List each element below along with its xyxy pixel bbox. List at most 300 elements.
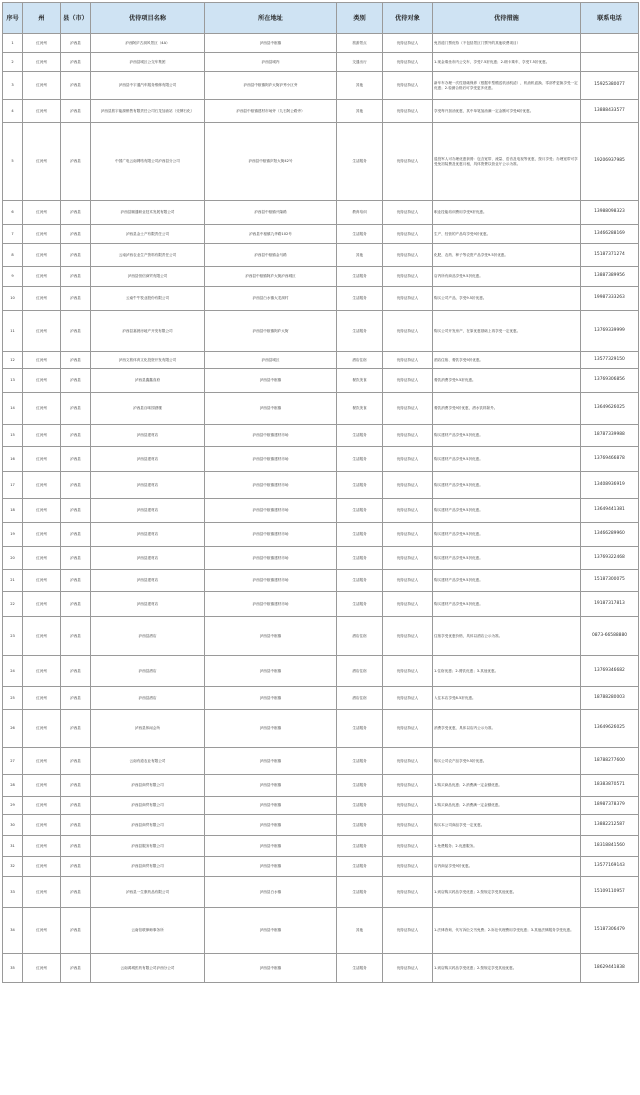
cell-county: 泸西县 <box>61 393 91 425</box>
cell-category: 酒店住宿 <box>337 352 383 369</box>
cell-phone: 13988098323 <box>581 201 639 225</box>
cell-category: 生活服务 <box>337 447 383 472</box>
cell-county: 泸西县 <box>61 908 91 954</box>
cell-measure: 退役军人可办理优惠套餐：包含宽带、流量、语音及电视等优惠，按月享受；办理宽带可享受免初装费及优惠月租，具体资费以营业厅公示为准。 <box>433 123 581 201</box>
cell-target: 优待证持证人 <box>383 100 433 123</box>
cell-county: 泸西县 <box>61 857 91 877</box>
cell-county: 泸西县 <box>61 523 91 547</box>
cell-county: 泸西县 <box>61 877 91 908</box>
cell-target: 优待证持证人 <box>383 287 433 311</box>
cell-phone: 13577169143 <box>581 857 639 877</box>
cell-address: 泸西县中枢镇 <box>205 393 337 425</box>
cell-target: 优待证持证人 <box>383 267 433 287</box>
cell-target: 优待证持证人 <box>383 570 433 592</box>
cell-measure: 购买建材产品享受9.5折优惠。 <box>433 570 581 592</box>
cell-county: 泸西县 <box>61 72 91 100</box>
cell-measure: 入住本店享受8.5折优惠。 <box>433 687 581 710</box>
table-row <box>3 425 639 447</box>
table-row <box>3 369 639 393</box>
cell-address: 泸西县中枢镇九华路102号 <box>205 225 337 244</box>
cell-address: 泸西县城内 <box>205 53 337 72</box>
cell-project-name: 泸西县建材店 <box>91 499 205 523</box>
cell-county: 泸西县 <box>61 710 91 748</box>
cell-phone: 0873-66588880 <box>581 617 639 656</box>
cell-no: 14 <box>3 393 23 425</box>
cell-measure: 职业技能培训费用享受9折优惠。 <box>433 201 581 225</box>
cell-target: 优待证持证人 <box>383 954 433 983</box>
cell-address: 泸西县中枢镇建材市场 <box>205 592 337 617</box>
cell-measure: 1.购买商品优惠；2.消费满一定金额优惠。 <box>433 797 581 815</box>
cell-no: 32 <box>3 857 23 877</box>
cell-target: 优待证持证人 <box>383 447 433 472</box>
cell-no: 5 <box>3 123 23 201</box>
cell-measure: 店内所有商品享受9.5折优惠。 <box>433 267 581 287</box>
cell-measure: 享受每升加油优惠，其中单笔加油满一定金额可享受6折优惠。 <box>433 100 581 123</box>
cell-phone: 15109110957 <box>581 877 639 908</box>
cell-measure: 住宿享受优惠价格，具体以酒店公示为准。 <box>433 617 581 656</box>
cell-address: 泸西县中枢镇 <box>205 954 337 983</box>
cell-project-name: 云南牛牛牧业股份有限公司 <box>91 287 205 311</box>
cell-category: 其他 <box>337 244 383 267</box>
cell-measure: 购买建材产品享受9.5折优惠。 <box>433 447 581 472</box>
cell-target: 优待证持证人 <box>383 656 433 687</box>
cell-project-name: 泸西县建材店 <box>91 592 205 617</box>
cell-no: 23 <box>3 617 23 656</box>
cell-no: 30 <box>3 815 23 836</box>
cell-phone: 13649626025 <box>581 393 639 425</box>
cell-address: 泸西县中枢镇建材市场 <box>205 472 337 499</box>
cell-prefecture: 红河州 <box>23 53 61 72</box>
col-header-address: 所在地址 <box>205 3 337 34</box>
cell-target: 优待证持证人 <box>383 34 433 53</box>
table-row <box>3 592 639 617</box>
cell-prefecture: 红河州 <box>23 547 61 570</box>
cell-target: 优待证持证人 <box>383 53 433 72</box>
cell-phone: 15187371274 <box>581 244 639 267</box>
cell-county: 泸西县 <box>61 225 91 244</box>
cell-prefecture: 红河州 <box>23 425 61 447</box>
cell-no: 28 <box>3 775 23 797</box>
cell-county: 泸西县 <box>61 34 91 53</box>
cell-county: 泸西县 <box>61 748 91 775</box>
cell-project-name: 泸西县鑫鑫食府 <box>91 369 205 393</box>
cell-phone: 18629441838 <box>581 954 639 983</box>
cell-no: 13 <box>3 369 23 393</box>
cell-measure: 购买建材产品享受9.5折优惠。 <box>433 425 581 447</box>
cell-prefecture: 红河州 <box>23 523 61 547</box>
table-row <box>3 836 639 857</box>
table-row <box>3 499 639 523</box>
cell-address: 泸西县中枢镇兴隆路 <box>205 201 337 225</box>
cell-address: 泸西县城区 <box>205 352 337 369</box>
table-row <box>3 123 639 201</box>
table-row <box>3 100 639 123</box>
cell-address: 泸西县中枢镇建材市场旁（九石阿公路旁） <box>205 100 337 123</box>
table-row <box>3 34 639 53</box>
cell-category: 生活服务 <box>337 123 383 201</box>
table-row <box>3 748 639 775</box>
cell-target: 优待证持证人 <box>383 877 433 908</box>
cell-address: 泸西县中枢镇 <box>205 369 337 393</box>
cell-phone: 19187317813 <box>581 592 639 617</box>
cell-project-name: 泸西县金土产有限责任公司 <box>91 225 205 244</box>
cell-target: 优待证持证人 <box>383 352 433 369</box>
cell-measure: 免首道门票优待（不包括景区门票外的其他收费项目） <box>433 34 581 53</box>
cell-phone: 13577329150 <box>581 352 639 369</box>
cell-target: 优待证持证人 <box>383 369 433 393</box>
cell-county: 泸西县 <box>61 311 91 352</box>
cell-county: 泸西县 <box>61 547 91 570</box>
cell-prefecture: 红河州 <box>23 592 61 617</box>
table-row <box>3 287 639 311</box>
cell-measure: 1.住宿优惠；2.餐饮优惠；3.其他优惠。 <box>433 656 581 687</box>
cell-measure: 1.购买商品优惠；2.消费满一定金额优惠。 <box>433 775 581 797</box>
cell-county: 泸西县 <box>61 797 91 815</box>
cell-county: 泸西县 <box>61 123 91 201</box>
cell-phone: 15187300075 <box>581 570 639 592</box>
cell-no: 25 <box>3 687 23 710</box>
cell-phone: 18987378379 <box>581 797 639 815</box>
cell-target: 优待证持证人 <box>383 797 433 815</box>
cell-category: 生活服务 <box>337 797 383 815</box>
cell-measure: 餐饮消费享受9.5折优惠。 <box>433 369 581 393</box>
cell-category: 其他 <box>337 72 383 100</box>
cell-no: 2 <box>3 53 23 72</box>
cell-no: 33 <box>3 877 23 908</box>
cell-phone: 13649626025 <box>581 710 639 748</box>
cell-target: 优待证持证人 <box>383 311 433 352</box>
cell-address: 泸西县白水镇大龙洞村 <box>205 287 337 311</box>
cell-category: 酒店住宿 <box>337 617 383 656</box>
cell-project-name: 泸西县百味园酒楼 <box>91 393 205 425</box>
cell-category: 生活服务 <box>337 225 383 244</box>
cell-category: 生活服务 <box>337 311 383 352</box>
cell-address: 泸西县中枢镇建材市场 <box>205 425 337 447</box>
cell-project-name: 泸西县建材店 <box>91 425 205 447</box>
cell-category: 餐饮美食 <box>337 369 383 393</box>
cell-phone: 13466288169 <box>581 225 639 244</box>
cell-phone: 13466289960 <box>581 523 639 547</box>
cell-target: 优待证持证人 <box>383 908 433 954</box>
cell-county: 泸西县 <box>61 472 91 499</box>
cell-no: 11 <box>3 311 23 352</box>
cell-measure: 购买公司产品，享受9.5折优惠。 <box>433 287 581 311</box>
cell-address: 泸西县中枢镇阿庐大街 <box>205 311 337 352</box>
cell-no: 3 <box>3 72 23 100</box>
cell-address: 泸西县中枢镇 <box>205 748 337 775</box>
cell-target: 优待证持证人 <box>383 472 433 499</box>
cell-address: 泸西县中枢镇 <box>205 857 337 877</box>
cell-measure: 购买建材产品享受9.5折优惠。 <box>433 472 581 499</box>
cell-phone: 15187306479 <box>581 908 639 954</box>
cell-target: 优待证持证人 <box>383 815 433 836</box>
cell-phone: 13888433577 <box>581 100 639 123</box>
cell-prefecture: 红河州 <box>23 617 61 656</box>
cell-address: 泸西县中枢镇建材市场 <box>205 570 337 592</box>
table-row <box>3 201 639 225</box>
cell-measure: 1.现金乘坐市内公交车，享受7.5折优惠；2.刷卡乘车，享受7.5折优惠。 <box>433 53 581 72</box>
cell-category: 生活服务 <box>337 287 383 311</box>
cell-project-name: 泸西县恒信商贸有限公司 <box>91 267 205 287</box>
cell-prefecture: 红河州 <box>23 225 61 244</box>
cell-category: 交通出行 <box>337 53 383 72</box>
cell-prefecture: 红河州 <box>23 710 61 748</box>
cell-phone: 13769346682 <box>581 656 639 687</box>
cell-category: 生活服务 <box>337 710 383 748</box>
cell-prefecture: 红河州 <box>23 748 61 775</box>
col-header-category: 类别 <box>337 3 383 34</box>
cell-category: 酒店住宿 <box>337 687 383 710</box>
cell-project-name: 泸西县商贸有限公司 <box>91 857 205 877</box>
cell-measure: 生产、经营的产品均享受9折优惠。 <box>433 225 581 244</box>
cell-measure: 购买建材产品享受9.5折优惠。 <box>433 499 581 523</box>
cell-address: 泸西县中枢镇建材市场 <box>205 499 337 523</box>
cell-address: 泸西县中枢镇庐阳大街42号 <box>205 123 337 201</box>
cell-project-name: 云南泸西农业生产资料有限责任公司 <box>91 244 205 267</box>
cell-category: 餐饮美食 <box>337 393 383 425</box>
cell-measure: 1.到店购买药品享受优惠；2.按规定享受其他优惠。 <box>433 954 581 983</box>
cell-no: 19 <box>3 523 23 547</box>
cell-address: 泸西县中枢镇阿庐大街泸西城区 <box>205 267 337 287</box>
table-row <box>3 775 639 797</box>
cell-phone: 18383870571 <box>581 775 639 797</box>
cell-address: 泸西县中枢镇阿庐大街泸秀小区旁 <box>205 72 337 100</box>
cell-no: 12 <box>3 352 23 369</box>
cell-county: 泸西县 <box>61 687 91 710</box>
cell-phone: 18787339988 <box>581 425 639 447</box>
cell-measure: 酒店住宿、餐饮享受9折优惠。 <box>433 352 581 369</box>
cell-prefecture: 红河州 <box>23 244 61 267</box>
cell-project-name: 云南信联律师事务所 <box>91 908 205 954</box>
table-row <box>3 352 639 369</box>
cell-county: 泸西县 <box>61 244 91 267</box>
cell-measure: 1.法律咨询、代写诉讼文书免费；2.诉讼代理费用享受优惠；3.其他法律服务享受优惠。 <box>433 908 581 954</box>
cell-county: 泸西县 <box>61 570 91 592</box>
cell-address: 泸西县中枢镇 <box>205 836 337 857</box>
cell-no: 24 <box>3 656 23 687</box>
cell-prefecture: 红河州 <box>23 352 61 369</box>
cell-measure: 1.到店购买药品享受优惠；2.按规定享受其他优惠。 <box>433 877 581 908</box>
page <box>0 2 640 1095</box>
table-row <box>3 72 639 100</box>
cell-address: 泸西县中枢镇 <box>205 687 337 710</box>
cell-prefecture: 红河州 <box>23 836 61 857</box>
cell-phone <box>581 34 639 53</box>
cell-no: 7 <box>3 225 23 244</box>
cell-measure: 化肥、农药、种子等农资产品享受9.5折优惠。 <box>433 244 581 267</box>
cell-target: 优待证持证人 <box>383 499 433 523</box>
cell-phone: 19206937985 <box>581 123 639 201</box>
cell-county: 泸西县 <box>61 954 91 983</box>
cell-no: 17 <box>3 472 23 499</box>
cell-target: 优待证持证人 <box>383 748 433 775</box>
table-row <box>3 267 639 287</box>
cell-measure: 购买建材产品享受9.5折优惠。 <box>433 523 581 547</box>
cell-project-name: 云南有道农业有限公司 <box>91 748 205 775</box>
cell-county: 泸西县 <box>61 369 91 393</box>
cell-county: 泸西县 <box>61 815 91 836</box>
cell-target: 优待证持证人 <box>383 225 433 244</box>
cell-project-name: 云南鸿城医药有限公司泸西分公司 <box>91 954 205 983</box>
cell-measure: 消费享受优惠，具体以店内公示为准。 <box>433 710 581 748</box>
cell-no: 27 <box>3 748 23 775</box>
table-row <box>3 687 639 710</box>
cell-county: 泸西县 <box>61 836 91 857</box>
cell-prefecture: 红河州 <box>23 877 61 908</box>
cell-category: 生活服务 <box>337 425 383 447</box>
cell-measure: 购买公司农产品享受9.5折优惠。 <box>433 748 581 775</box>
cell-no: 22 <box>3 592 23 617</box>
cell-county: 泸西县 <box>61 656 91 687</box>
cell-target: 优待证持证人 <box>383 836 433 857</box>
cell-phone: 13408936919 <box>581 472 639 499</box>
cell-county: 泸西县 <box>61 267 91 287</box>
table-row <box>3 815 639 836</box>
table-row <box>3 617 639 656</box>
cell-county: 泸西县 <box>61 352 91 369</box>
cell-phone: 13769322468 <box>581 547 639 570</box>
cell-category: 生活服务 <box>337 592 383 617</box>
cell-project-name: 泸西县建材店 <box>91 547 205 570</box>
cell-no: 29 <box>3 797 23 815</box>
cell-measure: 1.免费服务；2.优惠服务。 <box>433 836 581 857</box>
cell-no: 26 <box>3 710 23 748</box>
cell-target: 优待证持证人 <box>383 123 433 201</box>
cell-phone: 13769339999 <box>581 311 639 352</box>
col-header-phone: 联系电话 <box>581 3 639 34</box>
header-row <box>3 3 639 34</box>
cell-phone: 19987333263 <box>581 287 639 311</box>
cell-prefecture: 红河州 <box>23 447 61 472</box>
cell-county: 泸西县 <box>61 617 91 656</box>
table-row <box>3 472 639 499</box>
cell-project-name: 泸西县商贸有限公司 <box>91 815 205 836</box>
cell-project-name: 泸西县服务有限公司 <box>91 836 205 857</box>
cell-target: 优待证持证人 <box>383 72 433 100</box>
cell-county: 泸西县 <box>61 775 91 797</box>
table-row <box>3 954 639 983</box>
col-header-target: 优待对象 <box>383 3 433 34</box>
table-row <box>3 857 639 877</box>
col-header-measure: 优待措施 <box>433 3 581 34</box>
cell-project-name: 泸西县建材店 <box>91 447 205 472</box>
cell-category: 生活服务 <box>337 267 383 287</box>
cell-category: 生活服务 <box>337 815 383 836</box>
cell-target: 优待证持证人 <box>383 244 433 267</box>
cell-no: 6 <box>3 201 23 225</box>
table-row <box>3 656 639 687</box>
cell-measure: 购买本公司商品享受一定优惠。 <box>433 815 581 836</box>
cell-no: 35 <box>3 954 23 983</box>
table-row <box>3 710 639 748</box>
cell-project-name: 泸西文旅体育文化投资开发有限公司 <box>91 352 205 369</box>
cell-no: 1 <box>3 34 23 53</box>
cell-measure: 新车车办理一次性基础保养（根据车型赠送机油机滤），机油机滤换、零部件更换享受一定优惠；2.检测合格后可享受更多优惠。 <box>433 72 581 100</box>
cell-target: 优待证持证人 <box>383 775 433 797</box>
cell-category: 生活服务 <box>337 748 383 775</box>
cell-county: 泸西县 <box>61 287 91 311</box>
cell-target: 优待证持证人 <box>383 710 433 748</box>
cell-target: 优待证持证人 <box>383 617 433 656</box>
cell-category: 其他 <box>337 908 383 954</box>
cell-category: 生活服务 <box>337 836 383 857</box>
table-row <box>3 908 639 954</box>
cell-address: 泸西县中枢镇 <box>205 815 337 836</box>
cell-address: 泸西县中枢镇 <box>205 617 337 656</box>
cell-category: 生活服务 <box>337 570 383 592</box>
cell-project-name: 泸西县建材店 <box>91 570 205 592</box>
cell-no: 20 <box>3 547 23 570</box>
cell-no: 8 <box>3 244 23 267</box>
cell-address: 泸西县中枢镇 <box>205 908 337 954</box>
cell-address: 泸西县中枢镇 <box>205 775 337 797</box>
cell-prefecture: 红河州 <box>23 201 61 225</box>
cell-prefecture: 红河州 <box>23 393 61 425</box>
cell-phone: 13769466878 <box>581 447 639 472</box>
cell-no: 18 <box>3 499 23 523</box>
cell-measure: 餐饮消费享受9折优惠，酒水饮料除外。 <box>433 393 581 425</box>
cell-target: 优待证持证人 <box>383 425 433 447</box>
cell-county: 泸西县 <box>61 592 91 617</box>
cell-project-name: 泸西县建材店 <box>91 472 205 499</box>
cell-project-name: 泸西阿庐古洞风景区（4A） <box>91 34 205 53</box>
cell-county: 泸西县 <box>61 53 91 72</box>
cell-project-name: 泸西县酒店 <box>91 617 205 656</box>
cell-address: 泸西县中枢镇建材市场 <box>205 547 337 570</box>
cell-phone: 13649441381 <box>581 499 639 523</box>
cell-prefecture: 红河州 <box>23 908 61 954</box>
cell-prefecture: 红河州 <box>23 775 61 797</box>
cell-phone: 18788280003 <box>581 687 639 710</box>
cell-prefecture: 红河州 <box>23 687 61 710</box>
cell-category: 生活服务 <box>337 472 383 499</box>
cell-category: 教育培训 <box>337 201 383 225</box>
cell-prefecture: 红河州 <box>23 472 61 499</box>
cell-prefecture: 红河州 <box>23 34 61 53</box>
cell-phone: 18318841560 <box>581 836 639 857</box>
cell-prefecture: 红河州 <box>23 100 61 123</box>
cell-project-name: 泸西县商贸有限公司 <box>91 797 205 815</box>
cell-address: 泸西县中枢镇金马路 <box>205 244 337 267</box>
table-row <box>3 547 639 570</box>
cell-county: 泸西县 <box>61 499 91 523</box>
cell-county: 泸西县 <box>61 425 91 447</box>
cell-phone <box>581 53 639 72</box>
cell-prefecture: 红河州 <box>23 954 61 983</box>
cell-prefecture: 红河州 <box>23 267 61 287</box>
cell-measure: 店内商品享受9折优惠。 <box>433 857 581 877</box>
cell-phone: 13769306856 <box>581 369 639 393</box>
table-row <box>3 523 639 547</box>
cell-project-name: 泸西县一生康药品有限公司 <box>91 877 205 908</box>
cell-address: 泸西县中枢镇 <box>205 656 337 687</box>
cell-county: 泸西县 <box>61 100 91 123</box>
cell-project-name: 泸西县顺通职业技术发展有限公司 <box>91 201 205 225</box>
cell-phone: 13882212587 <box>581 815 639 836</box>
table-row <box>3 244 639 267</box>
cell-target: 优待证持证人 <box>383 687 433 710</box>
cell-prefecture: 红河州 <box>23 369 61 393</box>
table-row <box>3 877 639 908</box>
cell-no: 34 <box>3 908 23 954</box>
cell-address: 泸西县中枢镇 <box>205 797 337 815</box>
cell-phone: 13887389956 <box>581 267 639 287</box>
cell-category: 生活服务 <box>337 857 383 877</box>
table-row <box>3 311 639 352</box>
cell-no: 16 <box>3 447 23 472</box>
table-row <box>3 447 639 472</box>
cell-address: 泸西县中枢镇建材市场 <box>205 523 337 547</box>
